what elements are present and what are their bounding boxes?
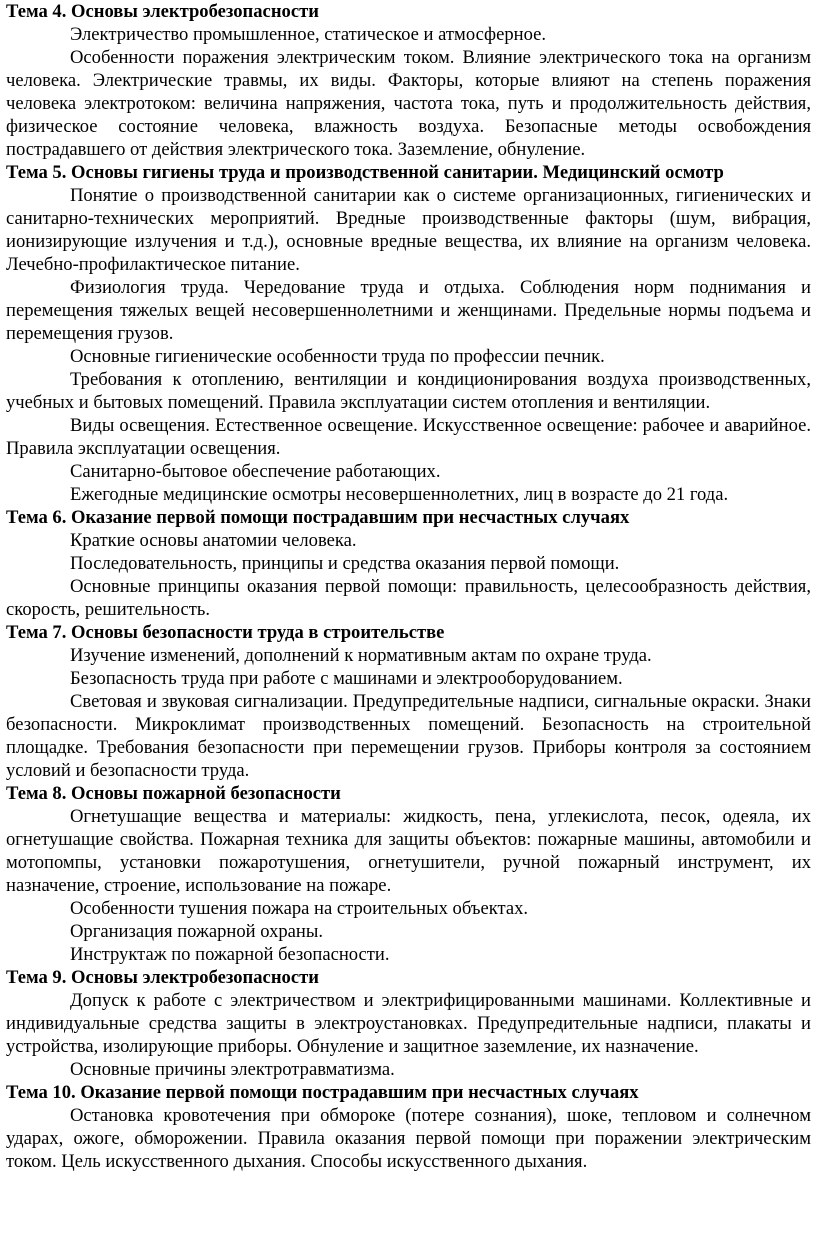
section-title: Тема 10. Оказание первой помощи пострадавшим при несчастных случаях: [6, 1082, 639, 1103]
section-topic-5: [6, 161, 811, 506]
section-topic-7: [6, 621, 811, 782]
paragraph: Изучение изменений, дополнений к нормативным актам по охране труда.: [70, 645, 652, 666]
paragraph: Ежегодные медицинские осмотры несовершеннолетних, лиц в возрасте до 21 года.: [70, 484, 729, 505]
paragraph: Инструктаж по пожарной безопасности.: [70, 944, 390, 965]
paragraph: Огнетушащие вещества и материалы: жидкость, пена, углекислота, песок, одеяла, их огнетушащие свойства. Пожарная техника для защиты объектов: пожарные машины, автомобили и мотопомпы, установки пожаротушения, огнетушители, ручной пожарный инструмент, их назначение, строение, использование на пожаре.: [6, 806, 811, 896]
paragraph: Понятие о производственной санитарии как о системе организационных, гигиенических и санитарно-технических мероприятий. Вредные производственные факторы (шум, вибрация, ионизирующие излучения и т.д.), основные вредные вещества, их влияние на организм человека. Лечебно-профилактическое питание.: [6, 185, 811, 275]
section-topic-6: [6, 506, 811, 621]
paragraph: Особенности тушения пожара на строительных объектах.: [70, 898, 529, 919]
paragraph: Требования к отоплению, вентиляции и кондиционирования воздуха производственных, учебных и бытовых помещений. Правила эксплуатации систем отопления и вентиляции.: [6, 369, 811, 413]
paragraph: Остановка кровотечения при обмороке (потере сознания), шоке, тепловом и солнечном ударах, ожоге, обморожении. Правила оказания первой помощи при поражении электрическим током. Цель искусственного дыхания. Способы искусственного дыхания.: [6, 1105, 811, 1172]
paragraph: Краткие основы анатомии человека.: [70, 530, 357, 551]
paragraph: Организация пожарной охраны.: [70, 921, 324, 942]
section-title: Тема 5. Основы гигиены труда и производственной санитарии. Медицинский осмотр: [6, 162, 724, 183]
paragraph: Электричество промышленное, статическое и атмосферное.: [70, 24, 547, 45]
paragraph: Физиология труда. Чередование труда и отдыха. Соблюдения норм поднимания и перемещения тяжелых вещей несовершеннолетними и женщинами. Предельные нормы подъема и перемещения грузов.: [6, 277, 811, 344]
section-topic-8: [6, 782, 811, 966]
section-topic-4: [6, 0, 811, 161]
paragraph: Основные гигиенические особенности труда по профессии печник.: [70, 346, 605, 367]
section-title: Тема 9. Основы электробезопасности: [6, 967, 319, 988]
paragraph: Световая и звуковая сигнализации. Предупредительные надписи, сигнальные окраски. Знаки безопасности. Микроклимат производственных помещений. Безопасность на строительной площадке. Требования безопасности при перемещении грузов. Приборы контроля за состоянием условий и безопасности труда.: [6, 691, 811, 781]
paragraph: Последовательность, принципы и средства оказания первой помощи.: [70, 553, 620, 574]
paragraph: Виды освещения. Естественное освещение. Искусственное освещение: рабочее и аварийное. Правила эксплуатации освещения.: [6, 415, 811, 459]
paragraph: Особенности поражения электрическим током. Влияние электрического тока на организм человека. Электрические травмы, их виды. Факторы, которые влияют на степень поражения человека электротоком: величина напряжения, частота тока, путь и продолжительность действия, физическое состояние человека, влажность воздуха. Безопасные методы освобождения пострадавшего от действия электрического тока. Заземление, обнуление.: [6, 47, 811, 160]
paragraph: Основные причины электротравматизма.: [70, 1059, 395, 1080]
section-title: Тема 8. Основы пожарной безопасности: [6, 783, 341, 804]
section-title: Тема 6. Оказание первой помощи пострадавшим при несчастных случаях: [6, 507, 630, 528]
paragraph: Безопасность труда при работе с машинами и электрооборудованием.: [70, 668, 623, 689]
section-title: Тема 4. Основы электробезопасности: [6, 1, 319, 22]
section-topic-9: [6, 966, 811, 1081]
section-title: Тема 7. Основы безопасности труда в строительстве: [6, 622, 445, 643]
paragraph: Основные принципы оказания первой помощи: правильность, целесообразность действия, скорость, решительность.: [6, 576, 811, 620]
paragraph: Допуск к работе с электричеством и электрифицированными машинами. Коллективные и индивидуальные средства защиты в электроустановках. Предупредительные надписи, плакаты и устройства, изолирующие приборы. Обнуление и защитное заземление, их назначение.: [6, 990, 811, 1057]
paragraph: Санитарно-бытовое обеспечение работающих.: [70, 461, 441, 482]
section-topic-10: [6, 1081, 811, 1173]
